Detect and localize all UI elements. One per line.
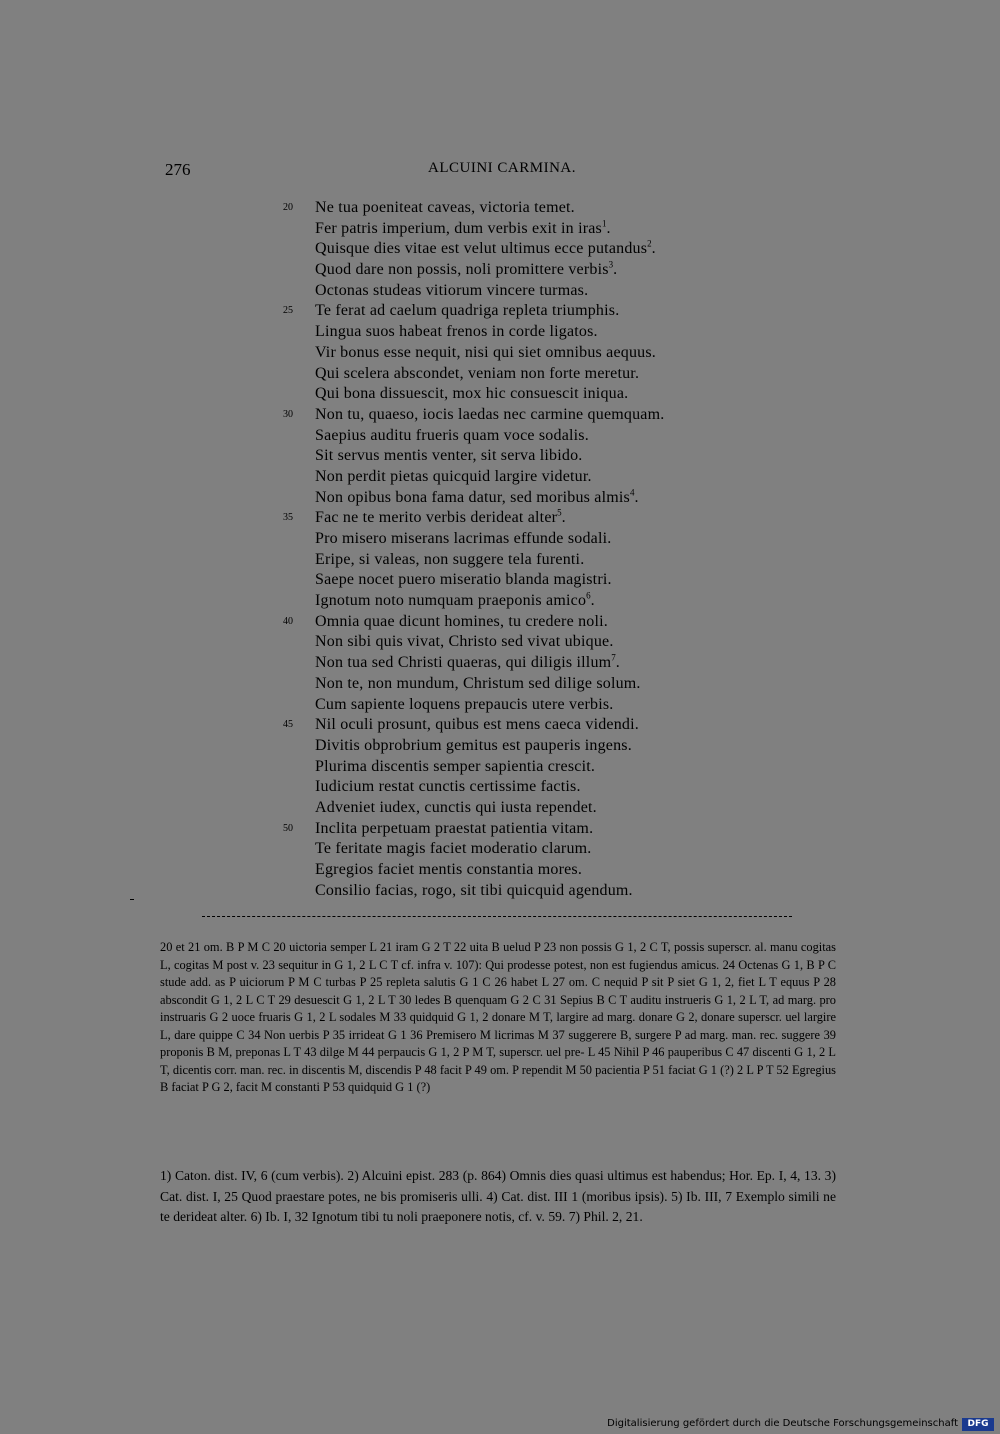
- footnote-ref: 2: [647, 239, 652, 250]
- line-number: 45: [283, 719, 293, 731]
- verse-line: [283, 219, 803, 240]
- verse-line: [283, 570, 803, 591]
- verse-line: [283, 239, 803, 260]
- verse-line: [283, 364, 803, 385]
- verse-end-punct: .: [606, 219, 611, 237]
- verse-text: Sit servus mentis venter, sit serva libido.: [315, 447, 583, 465]
- verse-line: [283, 529, 803, 550]
- verse-text: Ne tua poeniteat caveas, victoria temet.: [315, 199, 575, 216]
- verse-line: [283, 508, 803, 529]
- verse-end-punct: .: [651, 240, 656, 258]
- footnote-ref: 1: [601, 218, 607, 229]
- verse-line: [283, 695, 803, 716]
- verse-text: Non tua sed Christi quaeras, qui diligis illum: [315, 654, 612, 672]
- verse-line: [283, 446, 803, 467]
- verse-line: [283, 591, 803, 612]
- line-number: 20: [283, 202, 293, 213]
- verse-text: Egregios faciet mentis constantia mores.: [315, 861, 583, 878]
- verse-text: Quod dare non possis, noli promittere verbis: [315, 261, 609, 279]
- verse-line: [283, 736, 803, 757]
- verse-text: Te ferat ad caelum quadriga repleta triumphis.: [315, 302, 620, 320]
- verse-line: [283, 384, 803, 405]
- verse-text: Iudicium restat cunctis certissime factis.: [315, 778, 581, 796]
- footnote-ref: 6: [586, 590, 591, 601]
- line-number: 25: [283, 305, 293, 317]
- verse-line: [283, 281, 803, 302]
- footnote-ref: 3: [608, 259, 614, 270]
- verse-text: Pro misero miserans lacrimas effunde sodali.: [315, 530, 612, 547]
- verse-line: [283, 839, 803, 860]
- verse-block: [283, 198, 803, 901]
- verse-text: Vir bonus esse nequit, nisi qui siet omnibus aequus.: [315, 343, 656, 361]
- verse-line: [283, 860, 803, 881]
- critical-apparatus: [160, 939, 836, 1097]
- margin-mark: [130, 899, 134, 900]
- verse-text: Qui scelera abscondet, veniam non forte meretur.: [315, 364, 640, 382]
- apparatus-text: 20 et 21 om. B P M C 20 uictoria semper L 21 iram G 2 T 22 uita B uelud P 23 non possis G 1, 2 C T, possis superscr. al. manu cogitas L, cogitas M post v. 23 sequitur in G 1, 2 L C T cf. infra v. 107): Qui prodesse potest, non est fugiendus amicus. 24 Octenas G 1, B P C stude add. as P uiciorum P M C turbas P 25 repleta salutis G 1 C 26 habet L 27 om. C nequid P sit P siet G 1, 2, fiet L T equus P 28 abscondit G 1, 2 L C T 29 desuescit G 1, 2 L T 30 ledes B quenquam G 2 C 31 Sepius B C T auditu instrueris G 1, 2 L T, ad marg. pro instruaris G 2 uoce fruaris G 1, 2 L sodales M 33 quidquid G 1, 2 donare M T, largire ad marg. donare G 2, donare superscr. uel largire L, dare quippe C 34 Non uerbis P 35 irrideat G 1 36 Premisero M licrimas M 37 suggerere B, surgere P ad marg. man. rec. suggere 39 proponis B M, preponas L T 43 dilge M 44 perpaucis G 1, 2 P M T, superscr. uel pre- L 45 Nihil P 46 pauperibus C 47 discenti G 1, 2 L T, dicentis corr. man. rec. in discentis M, discendis P 48 facit P 49 om. P rependit M 50 pacientia P 51 faciat G 1 (?) 2 L P T 52 Egregius B faciat P G 2, facit M constanti P 53 quidquid G 1 (?): [160, 940, 836, 1094]
- verse-line: [283, 301, 803, 322]
- verse-end-punct: .: [590, 592, 595, 610]
- verse-text: Inclita perpetuam praestat patientia vitam.: [315, 819, 594, 837]
- verse-text: Nil oculi prosunt, quibus est mens caeca videndi.: [315, 716, 639, 734]
- footnote-ref: 4: [629, 487, 635, 498]
- line-number: 30: [283, 408, 293, 420]
- running-title: ALCUINI CARMINA.: [428, 160, 576, 176]
- verse-text: Te feritate magis faciet moderatio clarum.: [315, 840, 592, 858]
- verse-end-punct: .: [634, 488, 639, 506]
- footnote-ref: 5: [557, 507, 562, 518]
- line-number: 50: [283, 822, 293, 834]
- footnote-ref: 7: [611, 652, 616, 663]
- verse-line: [283, 467, 803, 488]
- verse-line: [283, 488, 803, 509]
- verse-line: [283, 674, 803, 695]
- verse-text: Adveniet iudex, cunctis qui iusta rependet.: [315, 798, 597, 816]
- dfg-logo: DFG: [962, 1418, 994, 1431]
- verse-line: [283, 653, 803, 674]
- footnotes: [160, 1166, 836, 1228]
- verse-text: Consilio facias, rogo, sit tibi quicquid agendum.: [315, 881, 633, 899]
- verse-text: Saepe nocet puero miseratio blanda magistri.: [315, 571, 612, 589]
- verse-text: Non te, non mundum, Christum sed dilige solum.: [315, 674, 641, 692]
- verse-line: [283, 426, 803, 447]
- verse-line: [283, 322, 803, 343]
- verse-end-punct: .: [561, 509, 566, 527]
- verse-text: Fer patris imperium, dum verbis exit in iras: [315, 219, 602, 237]
- verse-line: [283, 405, 803, 426]
- verse-text: Octonas studeas vitiorum vincere turmas.: [315, 281, 589, 299]
- verse-text: Ignotum noto numquam praeponis amico: [315, 592, 587, 610]
- verse-text: Non perdit pietas quicquid largire videtur.: [315, 467, 592, 485]
- verse-line: [283, 550, 803, 571]
- footer-bar: [0, 1416, 1000, 1434]
- verse-text: Non sibi quis vivat, Christo sed vivat ubique.: [315, 633, 614, 651]
- verse-line: [283, 819, 803, 840]
- verse-text: Qui bona dissuescit, mox hic consuescit iniqua.: [315, 385, 629, 403]
- verse-text: Fac ne te merito verbis derideat alter: [315, 509, 558, 527]
- verse-line: [283, 632, 803, 653]
- verse-line: [283, 198, 803, 219]
- verse-text: Quisque dies vitae est velut ultimus ecce putandus: [315, 240, 648, 258]
- verse-line: [283, 343, 803, 364]
- footnotes-text: 1) Caton. dist. IV, 6 (cum verbis). 2) Alcuini epist. 283 (p. 864) Omnis dies quasi ultimus est habendus; Hor. Ep. I, 4, 13. 3) Cat. dist. I, 25 Quod praestare potes, ne bis promiseris ulli. 4) Cat. dist. III 1 (moribus ipsis). 5) Ib. III, 7 Exemplo simili ne te derideat alter. 6) Ib. I, 32 Ignotum tibi tu noli praeponere notis, cf. v. 59. 7) Phil. 2, 21.: [160, 1168, 836, 1224]
- verse-line: [283, 757, 803, 778]
- page-number: 276: [165, 160, 191, 179]
- verse-end-punct: .: [613, 261, 618, 279]
- verse-line: [283, 715, 803, 736]
- verse-line: [283, 260, 803, 281]
- verse-text: Omnia quae dicunt homines, tu credere noli.: [315, 612, 608, 630]
- verse-text: Eripe, si valeas, non suggere tela furenti.: [315, 550, 585, 568]
- verse-line: [283, 798, 803, 819]
- verse-text: Saepius auditu frueris quam voce sodalis.: [315, 426, 589, 444]
- verse-line: [283, 777, 803, 798]
- verse-line: [283, 612, 803, 633]
- funding-notice: Digitalisierung gefördert durch die Deutsche Forschungsgemeinschaft: [607, 1418, 958, 1429]
- verse-text: Plurima discentis semper sapientia crescit.: [315, 757, 596, 775]
- verse-end-punct: .: [615, 654, 620, 672]
- verse-text: Cum sapiente loquens prepaucis utere verbis.: [315, 695, 614, 713]
- verse-text: Non opibus bona fama datur, sed moribus almis: [315, 488, 630, 506]
- line-number: 40: [283, 615, 293, 627]
- verse-text: Divitis obprobrium gemitus est pauperis ingens.: [315, 736, 632, 754]
- verse-line: [283, 881, 803, 902]
- separator-rule: [202, 916, 792, 917]
- line-number: 35: [283, 512, 293, 524]
- verse-text: Non tu, quaeso, iocis laedas nec carmine quemquam.: [315, 405, 665, 423]
- verse-text: Lingua suos habeat frenos in corde ligatos.: [315, 323, 598, 341]
